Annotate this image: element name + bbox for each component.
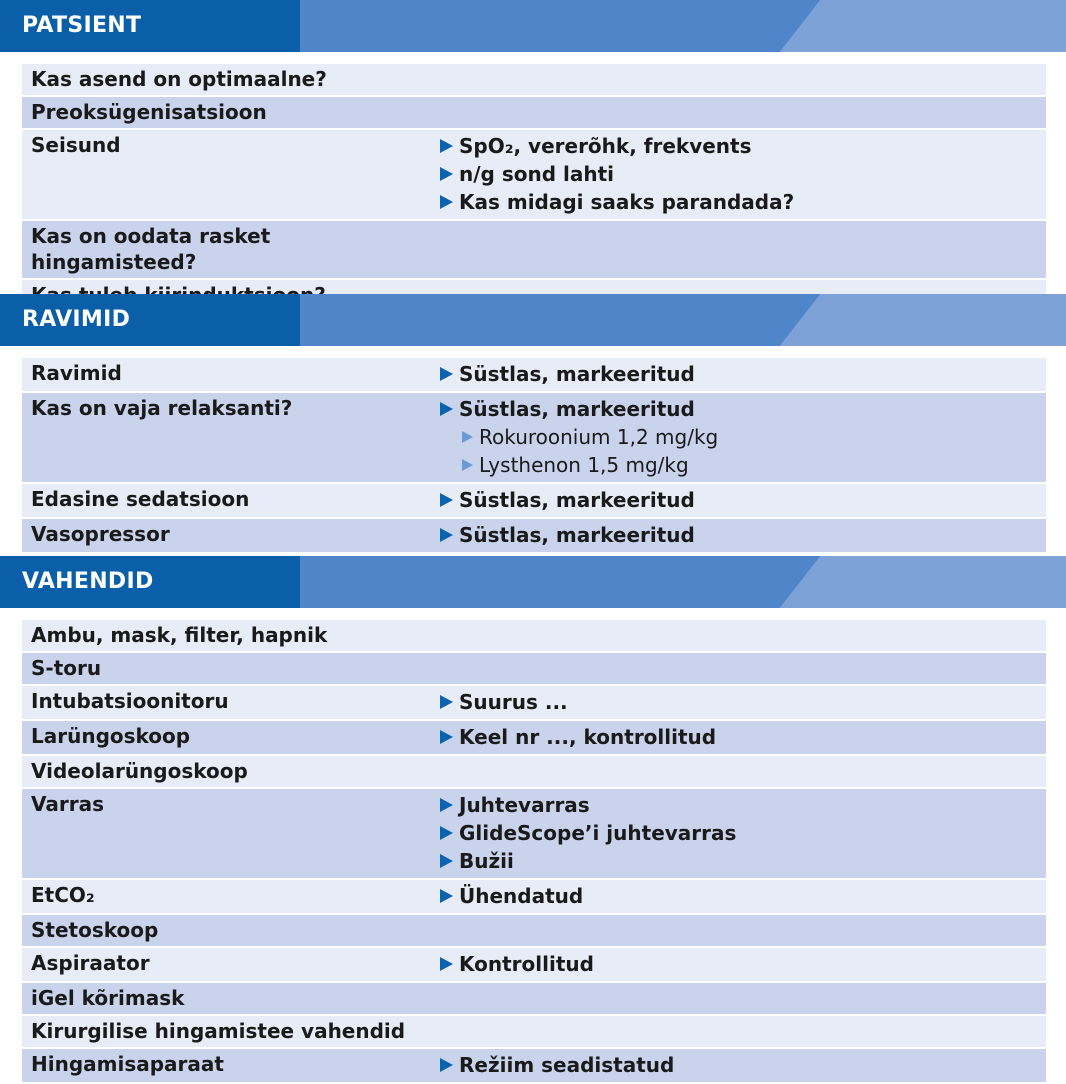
arrow-right-icon xyxy=(440,367,453,381)
ravimid-checklist xyxy=(22,358,1046,554)
detail-item xyxy=(440,188,1046,216)
arrow-right-icon xyxy=(440,798,453,812)
detail-text: n/g sond lahti xyxy=(459,162,614,186)
checklist-row xyxy=(22,97,1046,128)
row-details xyxy=(440,791,1046,875)
row-details xyxy=(440,360,1046,388)
checklist-row xyxy=(22,519,1046,552)
arrow-right-icon xyxy=(440,493,453,507)
row-label: iGel kõrimask xyxy=(31,986,185,1010)
row-details xyxy=(440,688,1046,716)
arrow-right-icon xyxy=(440,730,453,744)
arrow-right-icon xyxy=(440,195,453,209)
row-details xyxy=(440,1051,1046,1079)
section-header-patsient xyxy=(0,0,1066,52)
detail-item xyxy=(440,395,1046,423)
detail-item xyxy=(440,486,1046,514)
detail-text: Kas midagi saaks parandada? xyxy=(459,190,795,214)
row-label: Edasine sedatsioon xyxy=(31,487,250,511)
detail-item xyxy=(440,688,1046,716)
detail-item xyxy=(440,819,1046,847)
patsient-checklist xyxy=(22,64,1046,313)
detail-text: Süstlas, markeeritud xyxy=(459,397,695,421)
detail-item xyxy=(440,950,1046,978)
row-label: Preoksügenisatsioon xyxy=(31,100,267,124)
checklist-row xyxy=(22,393,1046,482)
detail-item xyxy=(440,1051,1046,1079)
checklist-row xyxy=(22,358,1046,391)
detail-item xyxy=(440,882,1046,910)
row-label: Kas on vaja relaksanti? xyxy=(31,396,293,420)
checklist-row xyxy=(22,64,1046,95)
row-details xyxy=(440,486,1046,514)
row-label: Kas on oodata rasket hingamisteed? xyxy=(31,224,271,274)
row-label: Vasopressor xyxy=(31,522,170,546)
detail-subitem xyxy=(440,423,1046,451)
checklist-row xyxy=(22,221,1046,278)
vahendid-checklist xyxy=(22,620,1046,1084)
detail-item xyxy=(440,132,1046,160)
detail-item xyxy=(440,160,1046,188)
checklist-row xyxy=(22,686,1046,719)
detail-text: SpO₂, vererõhk, frekvents xyxy=(459,134,752,158)
checklist-row xyxy=(22,948,1046,981)
row-label: Seisund xyxy=(31,133,121,157)
checklist-row xyxy=(22,721,1046,754)
row-details xyxy=(440,723,1046,751)
row-label: Kirurgilise hingamistee vahendid xyxy=(31,1019,406,1043)
row-label: S-toru xyxy=(31,656,102,680)
row-details xyxy=(440,950,1046,978)
detail-subtext: Rokuroonium 1,2 mg/kg xyxy=(479,425,719,449)
row-label: Larüngoskoop xyxy=(31,724,191,748)
detail-item xyxy=(440,521,1046,549)
section-header-vahendid xyxy=(0,556,1066,608)
detail-text: Keel nr ..., kontrollitud xyxy=(459,725,717,749)
checklist-row xyxy=(22,756,1046,787)
row-label: Kas asend on optimaalne? xyxy=(31,67,327,91)
arrow-right-icon xyxy=(440,854,453,868)
detail-text: Kontrollitud xyxy=(459,952,594,976)
checklist-row xyxy=(22,789,1046,878)
checklist-row xyxy=(22,484,1046,517)
checklist-row xyxy=(22,620,1046,651)
row-label: Stetoskoop xyxy=(31,918,159,942)
detail-item xyxy=(440,360,1046,388)
checklist-row xyxy=(22,983,1046,1014)
arrow-right-icon xyxy=(440,957,453,971)
arrow-right-icon xyxy=(440,402,453,416)
checklist-row xyxy=(22,1049,1046,1082)
checklist-row xyxy=(22,130,1046,219)
detail-text: Süstlas, markeeritud xyxy=(459,523,695,547)
arrow-right-icon xyxy=(440,167,453,181)
arrow-right-icon xyxy=(440,695,453,709)
checklist-row xyxy=(22,915,1046,946)
detail-text: GlideScope’i juhtevarras xyxy=(459,821,737,845)
row-label: Hingamisaparaat xyxy=(31,1052,224,1076)
section-title: RAVIMID xyxy=(22,307,131,332)
detail-text: Režiim seadistatud xyxy=(459,1053,675,1077)
detail-text: Ühendatud xyxy=(459,884,584,908)
detail-text: Süstlas, markeeritud xyxy=(459,488,695,512)
detail-text: Juhtevarras xyxy=(459,793,590,817)
detail-text: Suurus ... xyxy=(459,690,568,714)
arrow-right-icon xyxy=(440,528,453,542)
row-label: Ravimid xyxy=(31,361,122,385)
arrow-right-icon xyxy=(440,889,453,903)
detail-text: Bužii xyxy=(459,849,514,873)
row-label: EtCO₂ xyxy=(31,883,95,907)
checklist-row xyxy=(22,653,1046,684)
detail-subitem xyxy=(440,451,1046,479)
row-label: Intubatsioonitoru xyxy=(31,689,229,713)
section-title: PATSIENT xyxy=(22,13,142,38)
checklist-row xyxy=(22,1016,1046,1047)
row-details xyxy=(440,882,1046,910)
arrow-right-icon xyxy=(462,459,473,471)
detail-item xyxy=(440,791,1046,819)
row-label: Videolarüngoskoop xyxy=(31,759,248,783)
detail-text: Süstlas, markeeritud xyxy=(459,362,695,386)
row-label: Varras xyxy=(31,792,105,816)
section-title: VAHENDID xyxy=(22,569,154,594)
detail-subtext: Lysthenon 1,5 mg/kg xyxy=(479,453,689,477)
row-details xyxy=(440,132,1046,216)
arrow-right-icon xyxy=(440,826,453,840)
row-details xyxy=(440,521,1046,549)
arrow-right-icon xyxy=(462,431,473,443)
checklist-row xyxy=(22,880,1046,913)
row-details xyxy=(440,395,1046,479)
detail-item xyxy=(440,723,1046,751)
detail-item xyxy=(440,847,1046,875)
row-label: Aspiraator xyxy=(31,951,150,975)
arrow-right-icon xyxy=(440,1058,453,1072)
row-label: Ambu, mask, filter, hapnik xyxy=(31,623,328,647)
arrow-right-icon xyxy=(440,139,453,153)
section-header-ravimid xyxy=(0,294,1066,346)
